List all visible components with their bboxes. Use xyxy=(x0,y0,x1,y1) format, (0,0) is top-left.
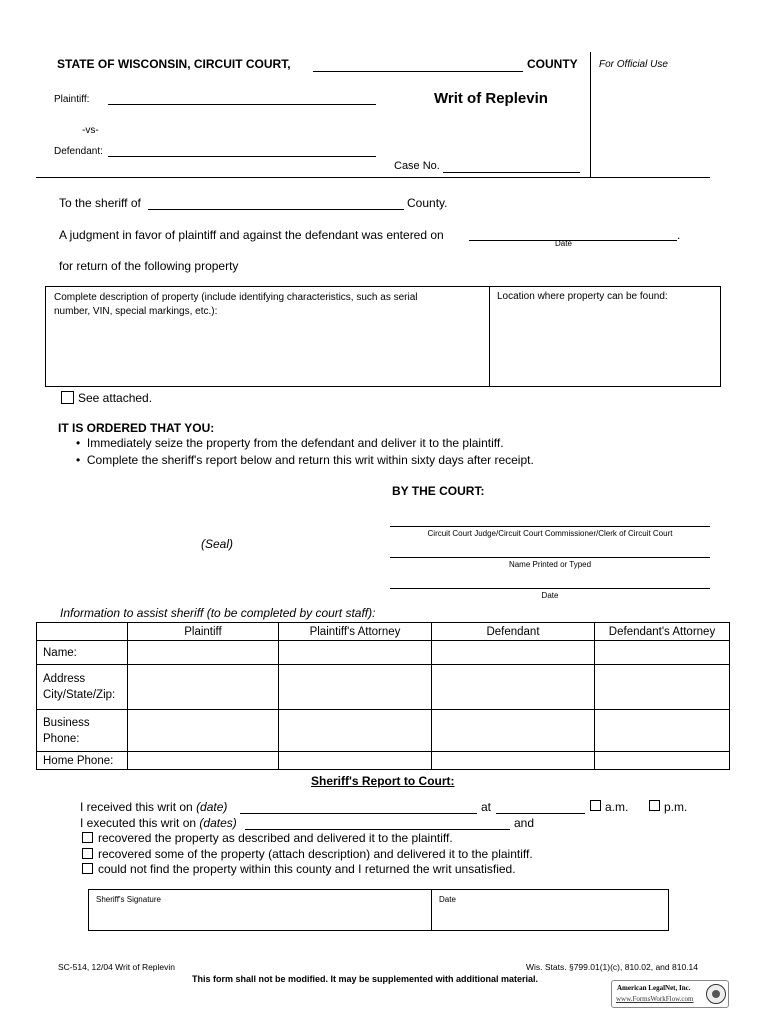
order-item-text: Complete the sheriff's report below and return this writ within sixty days after receipt. xyxy=(86,453,534,467)
recovered-all-checkbox[interactable] xyxy=(82,832,93,843)
order-item: • Immediately seize the property from the defendant and deliver it to the plaintiff. xyxy=(76,436,504,450)
info-table xyxy=(36,622,730,770)
order-heading: IT IS ORDERED THAT YOU: xyxy=(58,421,215,435)
table-cell[interactable] xyxy=(595,641,730,665)
received-label: I received this writ on xyxy=(80,800,193,814)
table-header-cell xyxy=(37,623,128,641)
table-cell[interactable] xyxy=(128,710,279,752)
seal-label: (Seal) xyxy=(201,537,234,551)
info-table-caption: Information to assist sheriff (to be completed by court staff): xyxy=(60,606,376,620)
property-location-label: Location where property can be found: xyxy=(497,291,668,302)
header-divider xyxy=(36,177,710,178)
row-label: Name: xyxy=(37,641,128,665)
am-label: a.m. xyxy=(605,800,629,814)
court-heading: STATE OF WISCONSIN, CIRCUIT COURT, xyxy=(57,57,291,71)
sheriff-signature-label: Sheriff's Signature xyxy=(96,895,161,904)
table-cell[interactable] xyxy=(595,710,730,752)
publisher-logo-icon xyxy=(706,984,726,1004)
defendant-field[interactable] xyxy=(108,156,376,157)
judgment-date-field[interactable] xyxy=(469,240,677,241)
table-cell[interactable] xyxy=(432,710,595,752)
table-row xyxy=(37,752,730,770)
table-header-row xyxy=(37,623,730,641)
sheriff-signature-box xyxy=(88,889,669,931)
plaintiff-label: Plaintiff: xyxy=(54,94,90,105)
publisher-website[interactable]: www.FormsWorkFlow.com xyxy=(616,995,694,1003)
executed-line-text xyxy=(80,816,237,830)
table-cell[interactable] xyxy=(128,641,279,665)
court-date-line[interactable] xyxy=(390,588,710,589)
table-row xyxy=(37,665,730,710)
by-the-court-label: BY THE COURT: xyxy=(392,484,485,498)
row-label: Business Phone: xyxy=(37,710,128,752)
form-id: SC-514, 12/04 Writ of Replevin xyxy=(58,962,176,972)
not-found-checkbox[interactable] xyxy=(82,863,93,874)
property-box-divider xyxy=(489,287,490,386)
recovered-some-label: recovered some of the property (attach description) and delivered it to the plaintiff. xyxy=(98,847,533,861)
property-description-label: Complete description of property (include identifying characteristics, such as serial number, VIN, special markings, etc.): xyxy=(54,292,418,317)
executed-dates-hint: (dates) xyxy=(199,816,237,830)
table-cell[interactable] xyxy=(128,752,279,770)
table-header-cell: Plaintiff xyxy=(128,623,279,641)
received-time-field[interactable] xyxy=(496,813,585,814)
see-attached-checkbox[interactable] xyxy=(61,391,74,404)
table-header-cell: Defendant xyxy=(432,623,595,641)
table-header-cell: Defendant's Attorney xyxy=(595,623,730,641)
county-name-line[interactable] xyxy=(313,71,523,72)
sheriff-date-label: Date xyxy=(439,895,456,904)
see-attached-label: See attached. xyxy=(78,391,153,405)
publisher-badge xyxy=(611,980,729,1008)
logo-center-icon xyxy=(712,990,720,998)
table-cell[interactable] xyxy=(432,665,595,710)
order-item-text: Immediately seize the property from the defendant and deliver it to the plaintiff. xyxy=(86,436,504,450)
judgment-text: A judgment in favor of plaintiff and against the defendant was entered on xyxy=(59,228,444,242)
order-item: • Complete the sheriff's report below and return this writ within sixty days after receipt. xyxy=(76,453,534,467)
vs-label: -vs- xyxy=(82,125,99,136)
judge-name-caption: Name Printed or Typed xyxy=(508,560,592,569)
sheriff-county-field[interactable] xyxy=(148,209,404,210)
table-cell[interactable] xyxy=(279,641,432,665)
table-cell[interactable] xyxy=(279,665,432,710)
judgment-period: . xyxy=(677,228,681,242)
received-date-field[interactable] xyxy=(240,813,477,814)
table-cell[interactable] xyxy=(279,752,432,770)
table-cell[interactable] xyxy=(595,665,730,710)
sheriff-report-heading: Sheriff's Report to Court: xyxy=(311,774,455,788)
case-no-label: Case No. xyxy=(394,160,440,172)
and-label: and xyxy=(514,816,535,830)
pm-checkbox[interactable] xyxy=(649,800,660,811)
judge-signature-line[interactable] xyxy=(390,526,710,527)
executed-label: I executed this writ on xyxy=(80,816,197,830)
recovered-some-checkbox[interactable] xyxy=(82,848,93,859)
official-use-label: For Official Use xyxy=(599,59,668,70)
table-row xyxy=(37,641,730,665)
plaintiff-field[interactable] xyxy=(108,104,376,105)
to-sheriff-text: To the sheriff of xyxy=(59,196,141,210)
table-header-cell: Plaintiff's Attorney xyxy=(279,623,432,641)
return-text: for return of the following property xyxy=(59,259,239,273)
judgment-date-caption: Date xyxy=(555,239,572,248)
table-cell[interactable] xyxy=(595,752,730,770)
statutes: Wis. Stats. §799.01(1)(c), 810.02, and 810.14 xyxy=(526,962,698,972)
at-label: at xyxy=(481,800,492,814)
am-checkbox[interactable] xyxy=(590,800,601,811)
table-cell[interactable] xyxy=(432,641,595,665)
table-row xyxy=(37,710,730,752)
table-cell[interactable] xyxy=(279,710,432,752)
received-date-hint: (date) xyxy=(196,800,228,814)
county-heading: COUNTY xyxy=(527,57,578,71)
signature-box-divider xyxy=(431,890,432,930)
recovered-all-label: recovered the property as described and delivered it to the plaintiff. xyxy=(98,831,453,845)
table-cell[interactable] xyxy=(128,665,279,710)
table-cell[interactable] xyxy=(432,752,595,770)
row-label: Address City/State/Zip: xyxy=(37,665,128,710)
judge-name-line[interactable] xyxy=(390,557,710,558)
publisher-name: American LegalNet, Inc. xyxy=(617,984,691,992)
received-line-text xyxy=(80,800,227,814)
judge-signature-caption: Circuit Court Judge/Circuit Court Commissioner/Clerk of Circuit Court xyxy=(427,529,673,538)
not-found-label: could not find the property within this county and I returned the writ unsatisfied. xyxy=(98,862,516,876)
county-text: County. xyxy=(407,196,448,210)
row-label: Home Phone: xyxy=(37,752,128,770)
defendant-label: Defendant: xyxy=(54,146,103,157)
footer-notice: This form shall not be modified. It may be supplemented with additional material. xyxy=(192,974,539,984)
case-no-field[interactable] xyxy=(443,172,580,173)
pm-label: p.m. xyxy=(664,800,688,814)
form-title: Writ of Replevin xyxy=(434,90,548,107)
official-use-divider xyxy=(590,52,591,178)
property-box xyxy=(45,286,721,387)
court-date-caption: Date xyxy=(541,591,559,600)
executed-dates-field[interactable] xyxy=(245,829,510,830)
